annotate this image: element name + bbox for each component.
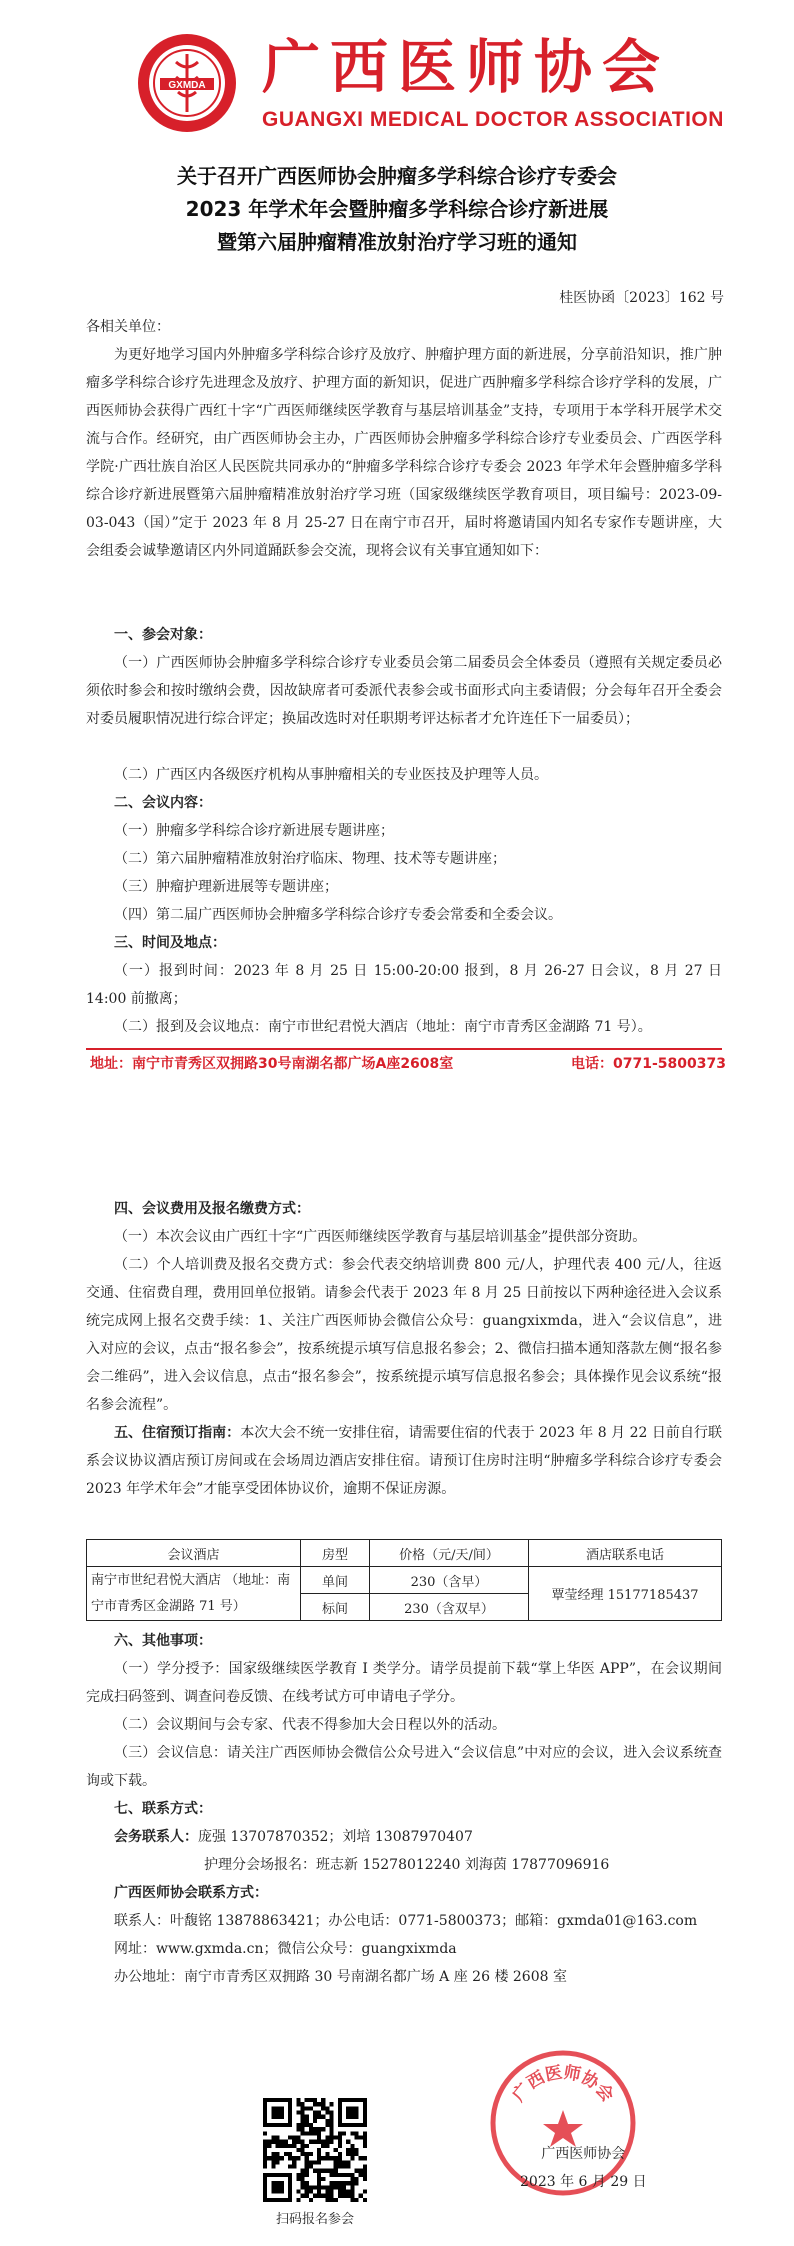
affairs-names: 庞强 13707870352；刘培 13087970407 (198, 1829, 473, 1845)
footer-address: 地址：南宁市青秀区双拥路30号南湖名都广场A座2608室 (90, 1056, 454, 1072)
qr-caption: 扫码报名参会 (275, 2212, 354, 2227)
association-logo (136, 32, 238, 134)
table-header-row (87, 1540, 722, 1567)
nursing-contacts: 护理分会场报名：班志新 15278012240 刘海茵 17877096916 (204, 1857, 610, 1873)
signature-org: 广西医师协会 (541, 2146, 626, 2162)
title-line-3: 暨第六届肿瘤精准放射治疗学习班的通知 (217, 230, 577, 254)
section-4-item-2: （二）个人培训费及报名交费方式：参会代表交纳培训费 800 元/人，护理代表 400 元/人，往返交通、住宿费自理，费用回单位报销。请参会代表于 2023 年 8 月 25 日前按以下两种途径进入会议系统完成网上报名交费手续：1、关注广西医师协会微信公众号：guangxixmda，进入“会议信息”，进入对应的会议，点击“报名参会”，按系统提示填写信息报名参会；2、微信扫描本通知落款左侧“报名参会二维码”，进入会议信息，点击“报名参会”，按系统提示填写信息报名参会；具体操作见会议系统“报名参会流程”。 (86, 1257, 722, 1413)
section-3-item-1: （一）报到时间：2023 年 8 月 25 日 15:00-20:00 报到，8 月 26-27 日会议，8 月 27 日 14:00 前撤离； (86, 963, 722, 1007)
section-1-item-1: （一）广西医师协会肿瘤多学科综合诊疗专业委员会第二届委员会全体委员（遵照有关规定委员必须依时参会和按时缴纳会费，因故缺席者可委派代表参会或书面形式向主委请假；分会每年召开全委会对委员履职情况进行综合评定；换届改选时对任职期考评达标者才允许连任下一届委员）； (86, 655, 722, 727)
footer-phone: 电话：0771-5800373 (571, 1056, 726, 1072)
section-2-item-3: （三）肿瘤护理新进展等专题讲座； (114, 879, 338, 895)
table-header: 价格（元/天/间） (370, 1540, 529, 1567)
association-office: 办公地址：南宁市青秀区双拥路 30 号南湖名都广场 A 座 26 楼 2608 室 (114, 1969, 567, 1985)
section-4-heading: 四、会议费用及报名缴费方式： (114, 1201, 310, 1217)
section-2-item-4: （四）第二届广西医师协会肿瘤多学科综合诊疗专委会常委和全委会议。 (114, 907, 562, 923)
section-2-item-2: （二）第六届肿瘤精准放射治疗临床、物理、技术等专题讲座； (114, 851, 506, 867)
room-type-cell: 标间 (301, 1594, 370, 1621)
association-contact-heading: 广西医师协会联系方式： (114, 1885, 268, 1901)
section-6-item-1: （一）学分授予：国家级继续医学教育 I 类学分。请学员提前下载“掌上华医 APP”，在会议期间完成扫码签到、调查问卷反馈、在线考试方可申请电子学分。 (86, 1661, 722, 1705)
org-name-en: GUANGXI MEDICAL DOCTOR ASSOCIATION (262, 108, 724, 131)
price-cell: 230（含双早） (370, 1594, 529, 1621)
salutation: 各相关单位： (86, 319, 170, 335)
hotel-name-cell: 南宁市世纪君悦大酒店 （地址：南宁市青秀区金湖路 71 号） (87, 1567, 301, 1621)
section-7-heading: 七、联系方式： (114, 1801, 212, 1817)
org-name-cn: 广西医师协会 (262, 33, 671, 101)
association-website: 网址：www.gxmda.cn；微信公众号：guangxixmda (114, 1941, 457, 1957)
section-4-item-1: （一）本次会议由广西红十字“广西医师继续医学教育与基层培训基金”提供部分资助。 (114, 1229, 647, 1245)
hotel-contact-cell: 覃莹经理 15177185437 (529, 1567, 722, 1621)
title-line-1: 关于召开广西医师协会肿瘤多学科综合诊疗专委会 (177, 164, 617, 188)
document-number: 桂医协函〔2023〕162 号 (559, 290, 724, 306)
association-contact-person: 联系人：叶馥铭 13878863421；办公电话：0771-5800373；邮箱：gxmda01@163.com (114, 1913, 698, 1929)
seal-text: 广西医师协会 (508, 2062, 618, 2106)
affairs-contacts (86, 1823, 722, 1851)
signature-block (520, 2140, 647, 2196)
section-5-paragraph (86, 1419, 722, 1503)
section-5-text: 本次大会不统一安排住宿，请需要住宿的代表于 2023 年 8 月 22 日前自行联系会议协议酒店预订房间或在会场周边酒店安排住宿。请预订住房时注明“肿瘤多学科综合诊疗专委会 2023 年学术年会”才能享受团体协议价，逾期不保证房源。 (86, 1425, 722, 1497)
room-type-cell: 单间 (301, 1567, 370, 1594)
section-3-item-2: （二）报到及会议地点：南宁市世纪君悦大酒店（地址：南宁市青秀区金湖路 71 号）。 (114, 1019, 652, 1035)
section-3-heading: 三、时间及地点： (114, 935, 226, 951)
affairs-label: 会务联系人： (114, 1829, 198, 1845)
signature-date: 2023 年 6 月 29 日 (520, 2174, 647, 2190)
intro-paragraph: 为更好地学习国内外肿瘤多学科综合诊疗及放疗、肿瘤护理方面的新进展，分享前沿知识，推广肿瘤多学科综合诊疗先进理念及放疗、护理方面的新知识，促进广西肿瘤多学科综合诊疗学科的发展，广西医师协会获得广西红十字“广西医师继续医学教育与基层培训基金”支持，专项用于本学科开展学术交流与合作。经研究，由广西医师协会主办，广西医师协会肿瘤多学科综合诊疗专业委员会、广西医学科学院·广西壮族自治区人民医院共同承办的“肿瘤多学科综合诊疗专委会 2023 年学术年会暨肿瘤多学科综合诊疗新进展暨第六届肿瘤精准放射治疗学习班（国家级继续医学教育项目，项目编号：2023-09-03-043（国）”定于 2023 年 8 月 25-27 日在南宁市召开，届时将邀请国内知名专家作专题讲座，大会组委会诚挚邀请区内外同道踊跃参会交流，现将会议有关事宜通知如下： (86, 347, 722, 559)
footer-divider (86, 1048, 722, 1050)
section-5-heading: 五、住宿预订指南： (114, 1425, 241, 1441)
price-cell: 230（含早） (370, 1567, 529, 1594)
title-line-2: 2023 年学术年会暨肿瘤多学科综合诊疗新进展 (185, 197, 609, 221)
table-header: 房型 (301, 1540, 370, 1567)
table-row (87, 1567, 722, 1594)
logo-text: GXMDA (168, 80, 206, 91)
registration-qr-code[interactable] (263, 2098, 367, 2202)
footer-address-bar (90, 1053, 726, 1073)
section-1-item-2: （二）广西区内各级医疗机构从事肿瘤相关的专业医技及护理等人员。 (114, 767, 548, 783)
section-1-heading: 一、参会对象： (114, 627, 212, 643)
section-2-item-1: （一）肿瘤多学科综合诊疗新进展专题讲座； (114, 823, 394, 839)
hotel-table (86, 1539, 722, 1621)
table-header: 会议酒店 (87, 1540, 301, 1567)
section-2-heading: 二、会议内容： (114, 795, 212, 811)
section-6-heading: 六、其他事项： (114, 1633, 212, 1649)
table-header: 酒店联系电话 (529, 1540, 722, 1567)
section-6-item-3: （三）会议信息：请关注广西医师协会微信公众号进入“会议信息”中对应的会议，进入会议系统查询或下载。 (86, 1745, 722, 1789)
svg-text:广西医师协会 (508, 2062, 618, 2106)
section-6-item-2: （二）会议期间与会专家、代表不得参加大会日程以外的活动。 (114, 1717, 506, 1733)
